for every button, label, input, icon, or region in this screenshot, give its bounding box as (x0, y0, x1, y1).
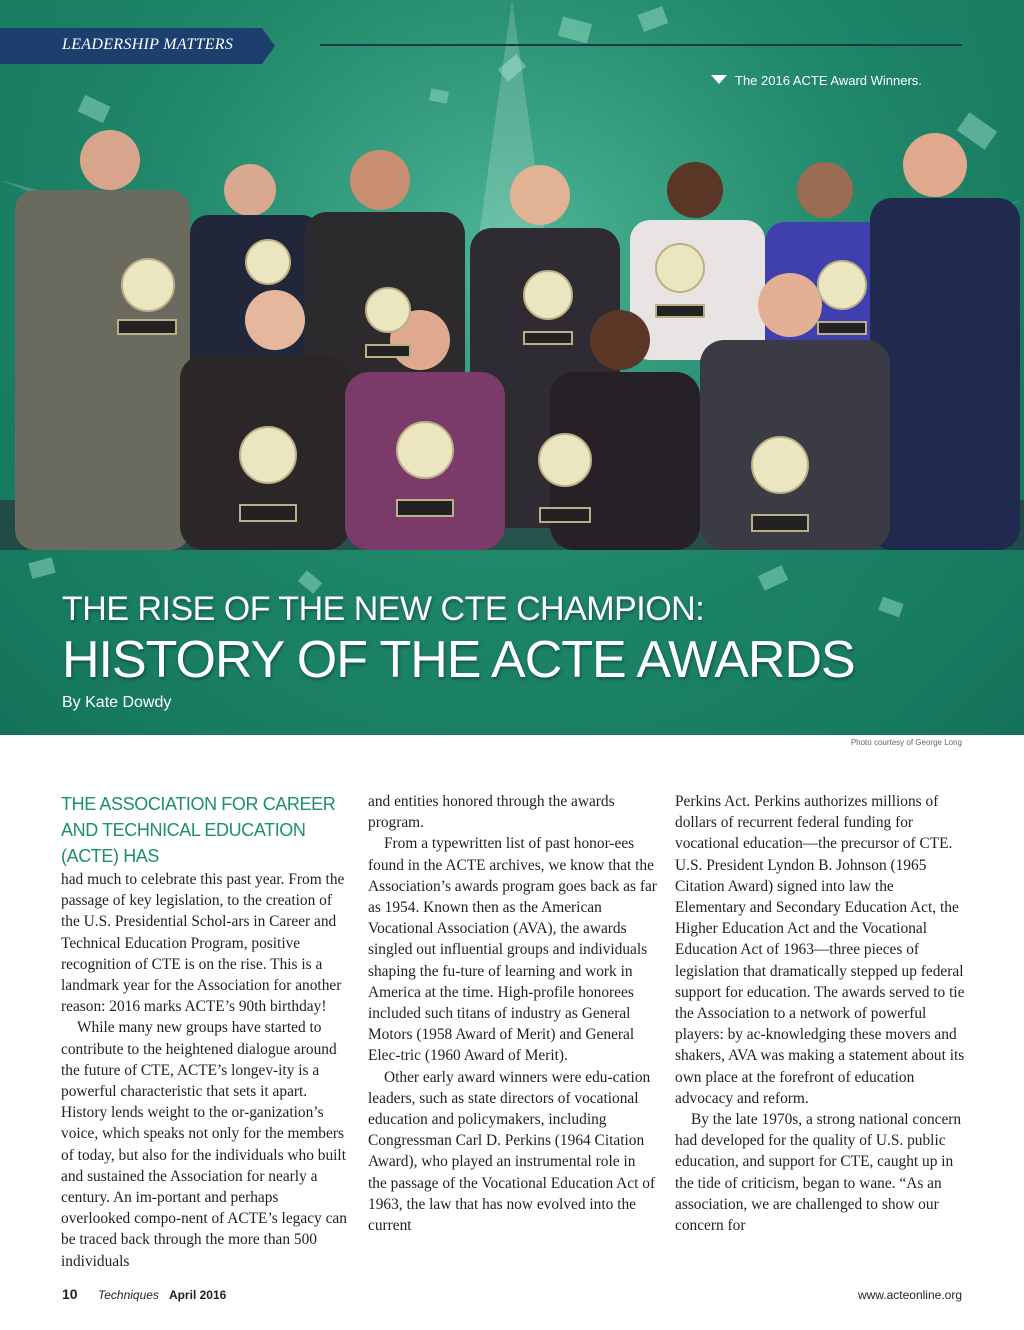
article-column-2 (368, 791, 658, 1236)
article-title-line1: THE RISE OF THE NEW CTE CHAMPION: (62, 590, 705, 628)
article-title-line2: HISTORY OF THE ACTE AWARDS (62, 631, 855, 689)
article-column-3 (675, 791, 965, 1236)
paragraph: Perkins Act. Perkins authorizes millions of dollars of recurrent federal funding for vocational education—the precursor of CTE. U.S. President Lyndon B. Johnson (1965 Citation Award) signed into law the Elementary and Secondary Education Act, the Higher Education Act and the Vocational Education Act of 1963—three pieces of legislation that dramatically stepped up federal support for education. The awards served to tie the Association to a network of powerful players: by ac-knowledging these movers and shakers, AVA was making a statement about its own place at the forefront of education advocacy and reform. (675, 793, 965, 1107)
paragraph: had much to celebrate this past year. From the passage of key legislation, to the creation of the U.S. Presidential Schol-ars in Career and Technical Education Program, positive recognition of CTE is on the rise. This is a landmark year for the Association for another reason: 2016 marks ACTE’s 90th birthday! (61, 871, 345, 1016)
paragraph: By the late 1970s, a strong national concern had developed for the quality of U.S. public education, and support for CTE, caught up in the tide of criticism, began to wane. “As an association, we are challenged to show our concern for (675, 1111, 962, 1235)
photo-caption (711, 73, 922, 88)
paragraph: Other early award winners were edu-cation leaders, such as state directors of vocational education and policymakers, including Congressman Carl D. Perkins (1964 Citation Award), who played an instrumental role in the passage of the Vocational Education Act of 1963, the law that has now evolved into the current (368, 1068, 656, 1235)
paragraph: and entities honored through the awards program. (368, 793, 615, 832)
photo-caption-text: The 2016 ACTE Award Winners. (735, 73, 922, 88)
issue-date: April 2016 (168, 1288, 227, 1302)
paragraph: From a typewritten list of past honor-ees found in the ACTE archives, we know that the Association’s awards program goes back as far as 1954. Known then as the American Vocational Association (AVA), the awards singled out influential groups and individuals shaping the fu-ture of learning and work in America at the time. High-profile honorees included such titans of industry as General Motors (1958 Award of Merit) and General Elec-tric (1960 Award of Merit). (368, 835, 657, 1065)
photo-credit: Photo courtesy of George Long (850, 738, 962, 747)
byline: By Kate Dowdy (62, 694, 172, 711)
publication-name: Techniques (98, 1288, 159, 1302)
page-number: 10 (62, 1286, 78, 1302)
lead-in: THE ASSOCIATION FOR CAREER AND TECHNICAL EDUCATION (ACTE) HAS (61, 794, 336, 866)
person-back-7 (870, 133, 1020, 550)
person-back-1 (15, 130, 190, 550)
article-column-1 (61, 791, 351, 1272)
section-label: LEADERSHIP MATTERS (62, 36, 234, 53)
publication-info (98, 1288, 226, 1302)
paragraph: While many new groups have started to contribute to the heightened dialogue around the future of CTE, ACTE’s longev-ity is a powerful characteristic that sets it apart. History lends weight to the or-ganization’s voice, which speaks not only for the members of today, but also for the individuals who built and sustained the Association for nearly a century. An im-portant and perhaps overlooked compo-nent of ACTE’s legacy can be traced back through the more than 500 individuals (61, 1019, 347, 1270)
caret-down-icon (711, 75, 727, 84)
website-link[interactable]: www.acteonline.org (857, 1288, 962, 1302)
header-rule (320, 44, 962, 46)
